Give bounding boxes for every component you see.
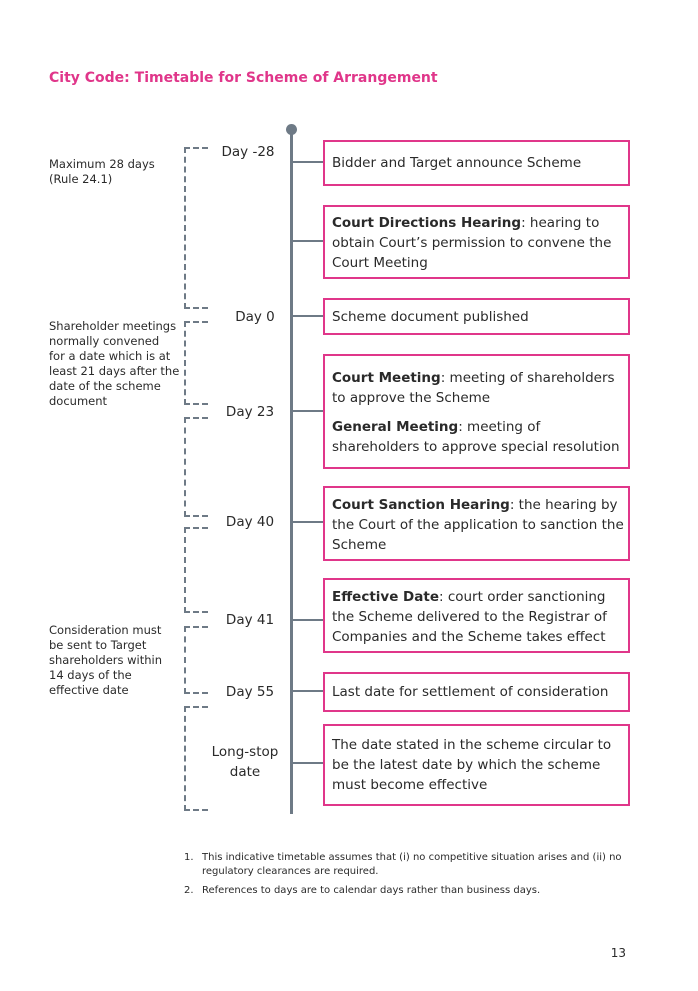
event-box-long-stop — [323, 724, 630, 806]
side-note-consideration: Consideration must be sent to Target shareholders within 14 days of the effective date — [49, 623, 163, 697]
event-box-court-general-meeting — [323, 354, 630, 469]
page-title: City Code: Timetable for Scheme of Arrangement — [49, 70, 438, 86]
tick-event-4 — [293, 410, 323, 412]
tick-event-5 — [293, 521, 323, 523]
tick-event-2 — [293, 240, 323, 242]
timeline-start-dot — [286, 124, 297, 135]
event-bold: Effective Date — [332, 589, 439, 605]
footnote-2 — [184, 884, 624, 898]
event-text: Last date for settlement of consideration — [332, 684, 609, 700]
bracket-max-28-days — [184, 147, 208, 309]
event-box-directions-hearing — [323, 205, 630, 279]
tick-event-6 — [293, 619, 323, 621]
timeline-axis — [290, 129, 293, 814]
bracket-21-days — [184, 321, 208, 405]
event-bold: Court Directions Hearing — [332, 215, 522, 231]
tick-event-1 — [293, 161, 323, 163]
bracket-day40-day41 — [184, 527, 208, 613]
page-number: 13 — [610, 946, 626, 960]
tick-event-7 — [293, 690, 323, 692]
event-text: Bidder and Target announce Scheme — [332, 155, 582, 171]
day-label-23: Day 23 — [225, 404, 275, 420]
footnote-text: This indicative timetable assumes that (i) no competitive situation arises and (ii) no regulatory clearances are required. — [202, 852, 622, 877]
day-label-long-stop: Long-stop date — [211, 744, 279, 780]
event-text: : meeting of shareholders to approve the Scheme — [332, 370, 615, 406]
event-text: Scheme document published — [332, 309, 529, 325]
event-text: The date stated in the scheme circular to be the latest date by which the scheme must become effective — [332, 737, 612, 793]
day-label-minus-28: Day -28 — [221, 144, 275, 160]
event-bold: Court Sanction Hearing — [332, 497, 510, 513]
event-box-scheme-document — [323, 298, 630, 335]
day-label-55: Day 55 — [225, 684, 275, 700]
event-text: : hearing to obtain Court’s permission to convene the Court Meeting — [332, 215, 612, 271]
footnote-number: 2. — [184, 885, 194, 896]
day-label-41: Day 41 — [225, 612, 275, 628]
day-label-40: Day 40 — [225, 514, 275, 530]
event-bold: Court Meeting — [332, 370, 441, 386]
event-box-settlement — [323, 672, 630, 712]
footnote-1 — [184, 851, 624, 879]
bracket-day23-day40 — [184, 417, 208, 517]
event-text-2: : meeting of shareholders to approve special resolution — [332, 419, 620, 455]
footnote-text: References to days are to calendar days rather than business days. — [202, 885, 541, 896]
side-note-max-28-days: Maximum 28 days (Rule 24.1) — [49, 157, 155, 186]
event-text: : court order sanctioning the Scheme delivered to the Registrar of Companies and the Scheme takes effect — [332, 589, 607, 645]
tick-event-8 — [293, 762, 323, 764]
event-box-effective-date — [323, 578, 630, 653]
event-bold-2: General Meeting — [332, 419, 459, 435]
day-label-0: Day 0 — [235, 309, 275, 325]
footnotes — [184, 851, 624, 903]
side-note-shareholder-meetings: Shareholder meetings normally convened for a date which is at least 21 days after the date of the scheme document — [49, 319, 180, 408]
tick-event-3 — [293, 315, 323, 317]
event-box-sanction-hearing — [323, 486, 630, 561]
event-text: : the hearing by the Court of the application to sanction the Scheme — [332, 497, 624, 553]
event-box-announce — [323, 140, 630, 186]
footnote-number: 1. — [184, 852, 194, 863]
